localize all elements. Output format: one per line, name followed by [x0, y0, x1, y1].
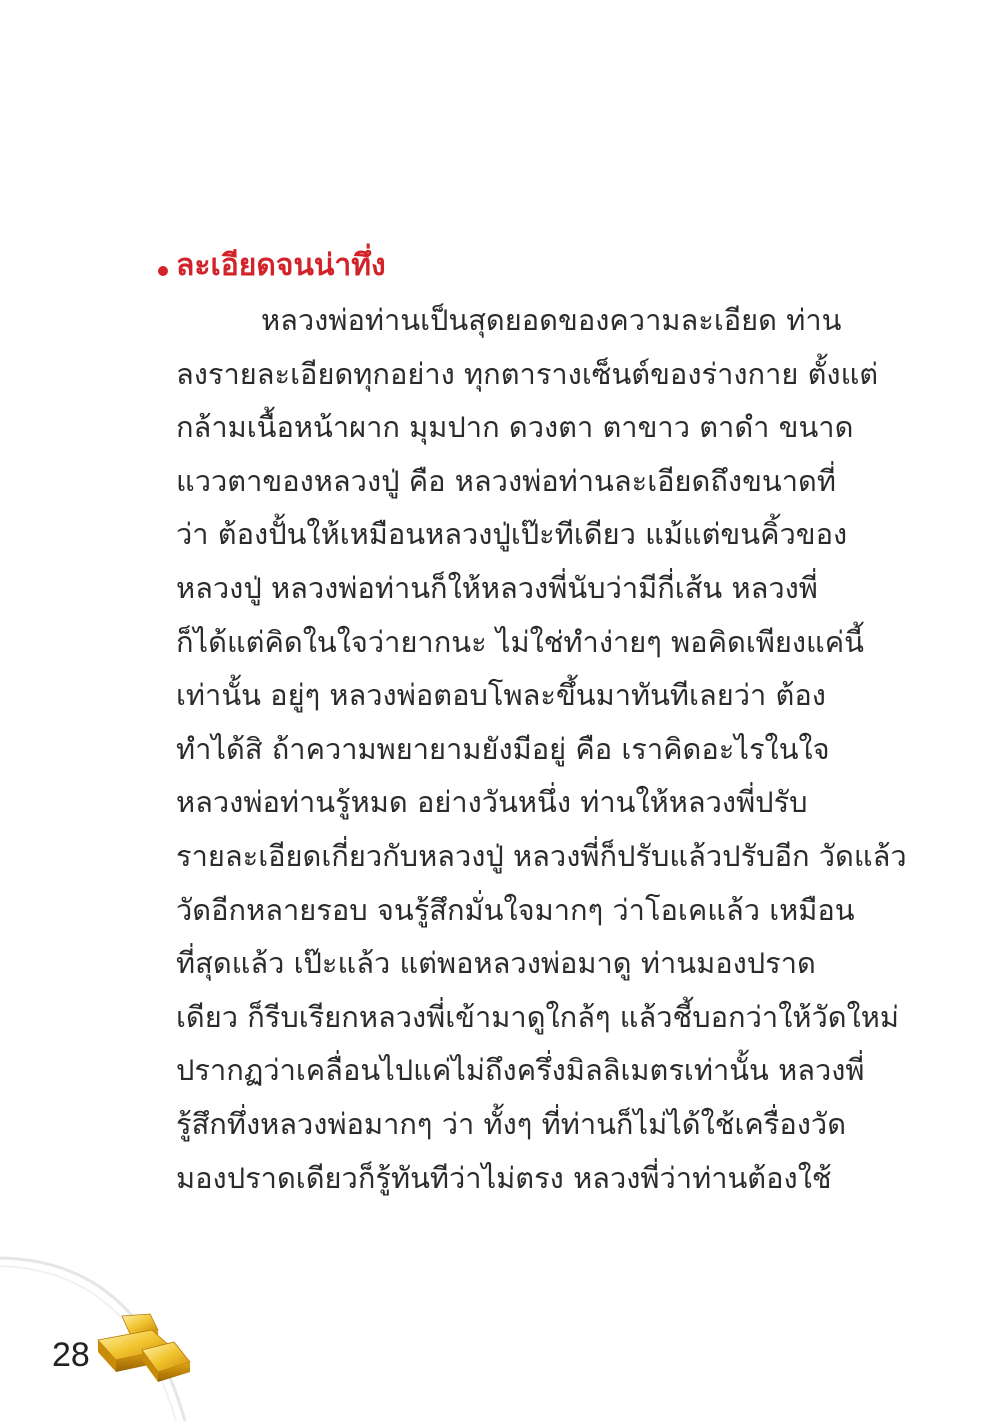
text-line: แววตาของหลวงปู่ คือ หลวงพ่อท่านละเอียดถึงขนาดที่: [176, 463, 836, 498]
body-paragraph: [176, 294, 907, 1205]
text-line: ทำได้สิ ถ้าความพยายามยังมีอยู่ คือ เราคิดอะไรในใจ: [176, 731, 830, 766]
section-heading-text: ละเอียดจนน่าทึ่ง: [176, 248, 386, 283]
text-line: ปรากฏว่าเคลื่อนไปแค่ไม่ถึงครึ่งมิลลิเมตรเท่านั้น หลวงพี่: [176, 1053, 865, 1088]
text-line: ก็ได้แต่คิดในใจว่ายากนะ ไม่ใช่ทำง่ายๆ พอคิดเพียงแค่นี้: [176, 624, 864, 659]
text-line: รู้สึกทึ่งหลวงพ่อมากๆ ว่า ทั้งๆ ที่ท่านก็ไม่ได้ใช้เครื่องวัด: [176, 1106, 847, 1141]
text-line: หลวงพ่อท่านรู้หมด อย่างวันหนึ่ง ท่านให้หลวงพี่ปรับ: [176, 785, 808, 820]
text-line: เท่านั้น อยู่ๆ หลวงพ่อตอบโพละขึ้นมาทันทีเลยว่า ต้อง: [176, 678, 826, 713]
text-line: รายละเอียดเกี่ยวกับหลวงปู่ หลวงพี่ก็ปรับแล้วปรับอีก วัดแล้ว: [176, 838, 907, 873]
page-number: 28: [52, 1336, 90, 1374]
text-line: หลวงปู่ หลวงพ่อท่านก็ให้หลวงพี่นับว่ามีกี่เส้น หลวงพี่: [176, 570, 818, 605]
text-line: ลงรายละเอียดทุกอย่าง ทุกตารางเซ็นต์ของร่างกาย ตั้งแต่: [176, 356, 879, 391]
text-line: กล้ามเนื้อหน้าผาก มุมปาก ดวงตา ตาขาว ตาดำ ขนาด: [176, 410, 854, 445]
text-line: มองปราดเดียวก็รู้ทันทีว่าไม่ตรง หลวงพี่ว่าท่านต้องใช้: [176, 1160, 832, 1195]
section-heading: [158, 240, 386, 292]
bullet-icon: [158, 266, 168, 276]
text-line: เดียว ก็รีบเรียกหลวงพี่เข้ามาดูใกล้ๆ แล้วชี้บอกว่าให้วัดใหม่: [176, 999, 899, 1034]
text-line: วัดอีกหลายรอบ จนรู้สึกมั่นใจมากๆ ว่าโอเคแล้ว เหมือน: [176, 892, 855, 927]
text-line: ที่สุดแล้ว เป๊ะแล้ว แต่พอหลวงพ่อมาดู ท่านมองปราด: [176, 946, 816, 981]
text-line: ว่า ต้องปั้นให้เหมือนหลวงปู่เป๊ะทีเดียว แม้แต่ขนคิ้วของ: [176, 517, 848, 552]
gold-bars-icon: [92, 1312, 192, 1384]
text-line: หลวงพ่อท่านเป็นสุดยอดของความละเอียด ท่าน: [261, 303, 842, 337]
